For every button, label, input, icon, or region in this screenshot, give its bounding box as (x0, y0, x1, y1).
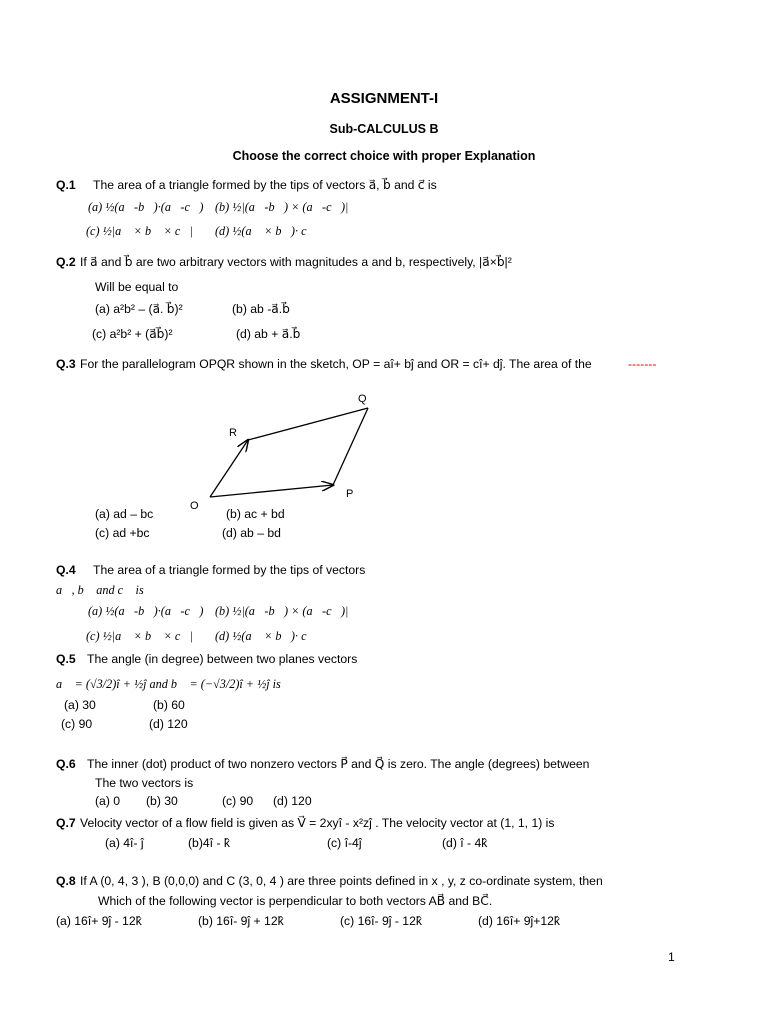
question-number: Q.6 (56, 757, 76, 771)
option-b: (b)4î - k̂ (188, 836, 230, 850)
side-pq (333, 408, 368, 485)
option-d: (d) 16î+ 9ĵ+12k̂ (478, 914, 560, 928)
option-c: (c) 90 (61, 717, 93, 731)
option-b: (b) 30 (146, 794, 178, 808)
option-b: (b) ac + bd (226, 507, 285, 521)
option-c: (c) î-4ĵ (327, 836, 362, 850)
option-d: (d) 120 (149, 717, 188, 731)
question-text: The area of a triangle formed by the tips of vectors (93, 563, 366, 577)
vector-or (210, 440, 248, 497)
question-number: Q.1 (56, 178, 76, 192)
question-number: Q.3 (56, 357, 76, 371)
page-title: ASSIGNMENT-I (329, 90, 439, 107)
option-c: (c) ad +bc (95, 526, 150, 540)
option-c: (c) ½|a⃗ × b⃗ × c⃗| (86, 224, 194, 238)
label-o: O (190, 500, 199, 512)
question-number: Q.4 (56, 563, 76, 577)
option-a: (a) 16î+ 9ĵ - 12k̂ (56, 914, 142, 928)
question-text-continued: The two vectors is (95, 776, 194, 790)
option-d: (d) ab – bd (222, 526, 281, 540)
question-text: If a⃗ and b⃗ are two arbitrary vectors with magnitudes a and b, respectively, |a⃗×b⃗|² (80, 255, 512, 269)
question-number: Q.7 (56, 816, 76, 830)
question-text: If A (0, 4, 3 ), B (0,0,0) and C (3, 0, 4 ) are three points defined in x , y, z co-ordinate system, then (80, 874, 603, 888)
question-text-dashes: ------- (628, 357, 657, 371)
question-text: The inner (dot) product of two nonzero vectors P⃗ and Q⃗ is zero. The angle (degrees) between (87, 757, 590, 771)
option-b: (b) ½|(a⃗-b⃗) × (a⃗-c⃗)| (215, 604, 349, 618)
label-p: P (346, 488, 354, 500)
option-a: (a) ad – bc (95, 507, 154, 521)
option-b: (b) 16î- 9ĵ + 12k̂ (198, 914, 284, 928)
option-a: (a) 30 (64, 698, 96, 712)
question-vectors: a⃗ = (√3/2)î + ½ĵ and b⃗ = (−√3/2)î + ½ĵ is (56, 677, 281, 691)
question-text: The angle (in degree) between two planes vectors (87, 652, 358, 666)
option-a: (a) ½(a⃗-b⃗)·(a⃗-c⃗) (88, 604, 204, 618)
parallelogram-diagram (180, 385, 400, 515)
option-b: (b) ab -a⃗.b⃗ (232, 302, 290, 316)
option-d: (d) ½(a⃗ × b⃗)· c⃗ (215, 224, 316, 238)
question-text: The area of a triangle formed by the tips of vectors a⃗, b⃗ and c⃗ is (93, 178, 437, 192)
option-c: (c) a²b² + (a⃗b⃗)² (92, 327, 173, 341)
option-d: (d) 120 (273, 794, 312, 808)
side-qr (248, 408, 368, 440)
option-a: (a) ½(a⃗-b⃗)·(a⃗-c⃗) (88, 200, 204, 214)
question-number: Q.8 (56, 874, 76, 888)
vector-op (210, 485, 333, 497)
label-q: Q (358, 393, 367, 405)
option-b: (b) 60 (153, 698, 185, 712)
page-number: 1 (668, 950, 675, 964)
question-number: Q.2 (56, 255, 76, 269)
option-d: (d) ab + a⃗.b⃗ (236, 327, 301, 341)
option-b: (b) ½|(a⃗-b⃗) × (a⃗-c⃗)| (215, 200, 349, 214)
option-a: (a) 4î- ĵ (105, 836, 144, 850)
question-text-continued: Which of the following vector is perpendicular to both vectors AB⃗ and BC⃗. (98, 894, 493, 908)
option-d: (d) î - 4k̂ (442, 836, 488, 850)
label-r: R (229, 427, 237, 439)
option-c: (c) 16î- 9ĵ - 12k̂ (340, 914, 422, 928)
option-a: (a) a²b² – (a⃗. b⃗)² (95, 302, 183, 316)
question-text: Velocity vector of a flow field is given as V⃗ = 2xyî - x²zĵ . The velocity vector at (1, 1, 1) is (80, 816, 555, 830)
option-c: (c) 90 (222, 794, 254, 808)
instruction-heading: Choose the correct choice with proper Explanation (232, 149, 536, 163)
question-text-continued: Will be equal to (95, 280, 179, 294)
option-d: (d) ½(a⃗ × b⃗)· c⃗ (215, 629, 316, 643)
question-text: For the parallelogram OPQR shown in the sketch, OP = aî+ bĵ and OR = cî+ dĵ. The area of the (80, 357, 592, 371)
subject-heading: Sub-CALCULUS B (329, 122, 439, 136)
question-number: Q.5 (56, 652, 76, 666)
question-text-continued: a⃗, b⃗ and c⃗ is (56, 583, 144, 597)
option-c: (c) ½|a⃗ × b⃗ × c⃗| (86, 629, 194, 643)
option-a: (a) 0 (95, 794, 121, 808)
